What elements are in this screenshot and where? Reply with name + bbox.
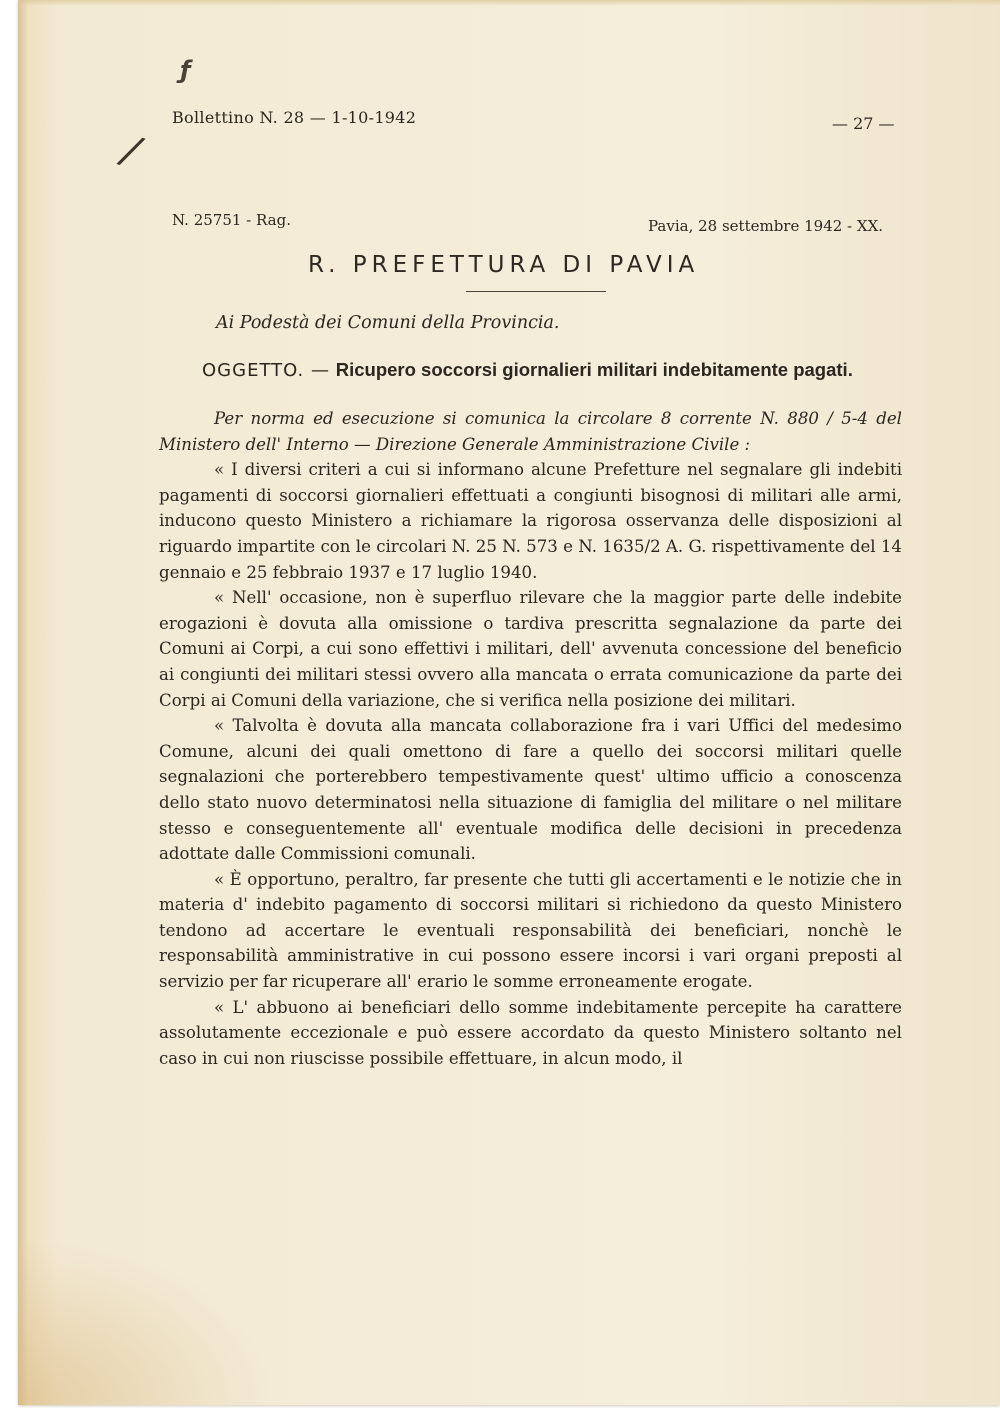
addressee: Ai Podestà dei Comuni della Provincia. bbox=[216, 313, 560, 333]
body-paragraph: « Nell' occasione, non è superfluo rilevare che la maggior parte delle indebite erogazioni è dovuta alla omissione o tardiva prescritta segnalazione da parte dei Comuni ai Corpi, a cui sono effettivi i militari, dell' avvenuta concessione del beneficio ai congiunti dei militari stessi ovvero alla mancata o errata comunicazione da parte dei Corpi ai Comuni della variazione, che si verifica nella posizione dei militari. bbox=[159, 588, 902, 710]
intro-paragraph: Per norma ed esecuzione si comunica la circolare 8 corrente N. 880 / 5-4 del Ministero dell' Interno — Direzione Generale Amministrazione Civile : bbox=[159, 409, 902, 454]
place-date: Pavia, 28 settembre 1942 - XX. bbox=[648, 217, 884, 235]
page-number: — 27 — bbox=[832, 114, 895, 133]
body-paragraph: « L' abbuono ai beneficiari dello somme indebitamente percepite ha carattere assolutamente eccezionale e può essere accordato da questo Ministero soltanto nel caso in cui non riuscisse possibile effettuare, in alcun modo, il bbox=[159, 997, 902, 1068]
paper-edge-top bbox=[18, 0, 1000, 6]
pencil-mark: / bbox=[117, 127, 145, 175]
body-paragraph: « È opportuno, peraltro, far presente che tutti gli accertamenti e le notizie che in materia d' indebito pagamento di soccorsi militari si richiedono da questo Ministero tendono ad accertare le eventuali responsabilità dei beneficiari, nonchè le responsabilità amministrative in cui possono essere incorsi i vari organi preposti al servizio per far ricuperare all' erario le somme erroneamente erogate. bbox=[159, 869, 902, 992]
subject-text: Ricupero soccorsi giornalieri militari indebitamente pagati. bbox=[335, 359, 853, 380]
subject-line bbox=[202, 359, 853, 381]
subject-label: OGGETTO. — bbox=[202, 360, 330, 381]
title-divider bbox=[466, 291, 606, 292]
body-paragraph: « I diversi criteri a cui si informano alcune Prefetture nel segnalare gli indebiti pagamenti di soccorsi giornalieri effettuati a congiunti bisognosi di militari alle armi, inducono questo Ministero a richiamare la rigorosa osservanza delle disposizioni al riguardo impartite con le circolari N. 25 N. 573 e N. 1635/2 A. G. rispettivamente del 14 gennaio e 25 febbraio 1937 e 17 luglio 1940. bbox=[159, 460, 902, 582]
document-page bbox=[18, 0, 1000, 1405]
pencil-mark: ƒ bbox=[180, 56, 191, 84]
reference-number: N. 25751 - Rag. bbox=[172, 211, 291, 229]
paper-edge-left bbox=[18, 0, 28, 1405]
paper-stain bbox=[18, 1235, 278, 1405]
body-paragraph: « Talvolta è dovuta alla mancata collaborazione fra i vari Uffici del medesimo Comune, alcuni dei quali omettono di fare a quello dei soccorsi militari quelle segnalazioni che porterebbero tempestivamente quest' ultimo ufficio a conoscenza dello stato nuovo determinatosi nella situazione di famiglia del militare o nel militare stesso e conseguentemente all' eventuale modifica delle decisioni in precedenza adottate dalle Commissioni comunali. bbox=[159, 716, 902, 864]
document-title: R. PREFETTURA DI PAVIA bbox=[308, 252, 700, 278]
bulletin-header: Bollettino N. 28 — 1-10-1942 bbox=[172, 108, 417, 127]
document-body bbox=[159, 406, 902, 1071]
